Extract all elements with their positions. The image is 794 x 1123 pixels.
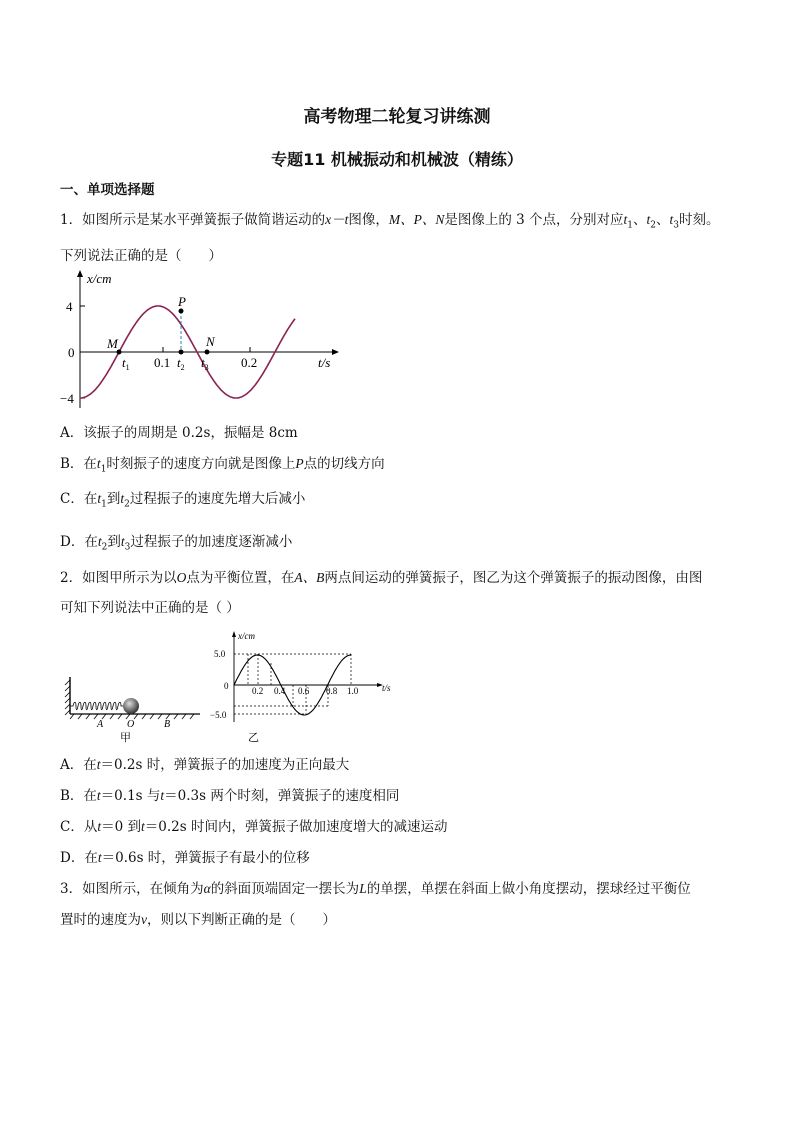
q2-figure-jia — [62, 672, 204, 744]
yi-xlabel: t/s — [382, 683, 391, 693]
q1-y-arrow — [77, 270, 83, 277]
jia-label-B: B — [164, 719, 171, 730]
yi-xtick-06: 0.6 — [298, 686, 310, 696]
q1-ylabel: x/cm — [87, 271, 112, 286]
yi-xtick-02: 0.2 — [252, 686, 264, 696]
q1-label-t3: $t_3$ — [201, 355, 209, 372]
q2-option-A: A．在t＝0.2s 时，弹簧振子的加速度为正向最大 — [60, 757, 350, 773]
q1-label-N: N — [206, 334, 215, 349]
q3-stem-line1: 3．如图所示，在倾角为α的斜面顶端固定一摆长为L的单摆，单摆在斜面上做小角度摆动，摆球经过平衡位 — [60, 881, 691, 897]
q1-option-B: B．在$t_1$时刻振子的速度方向就是图像上P点的切线方向 — [60, 456, 385, 475]
q1-stem-line1: 1．如图所示是某水平弹簧振子做简谐运动的x－t图像，M、P、N是图像上的 3 个点，分别对应$t_1$、$t_2$、$t_3$时刻。 — [60, 212, 720, 231]
q1-label-M: M — [107, 336, 118, 351]
q1-ytick-neg4: −4 — [60, 391, 74, 406]
yi-ytick-zero: 0 — [224, 681, 229, 691]
q2-figure-yi — [210, 630, 400, 745]
yi-xtick-08: 0.8 — [326, 686, 338, 696]
yi-xtick-04: 0.4 — [274, 686, 286, 696]
jia-wall-hatch — [65, 680, 70, 715]
section-heading: 一、单项选择题 — [60, 182, 155, 198]
q1-x-arrow — [332, 349, 339, 355]
jia-ball — [123, 698, 139, 714]
q1-option-D: D．在$t_2$到$t_3$过程振子的加速度逐渐减小 — [60, 534, 293, 553]
yi-y-arrow — [232, 631, 236, 637]
q2-stem-line1: 2．如图甲所示为以O点为平衡位置，在A、B两点间运动的弹簧振子，图乙为这个弹簧振子的振动图像，由图 — [60, 570, 703, 586]
q1-option-A: A．该振子的周期是 0.2s，振幅是 8cm — [60, 425, 298, 441]
q1-xtick-02: 0.2 — [241, 355, 258, 370]
yi-ytick-bottom: −5.0 — [210, 710, 227, 720]
q1-ytick-4: 4 — [66, 299, 73, 314]
page-title: 高考物理二轮复习讲练测 — [303, 107, 491, 127]
q1-label-P: P — [178, 294, 186, 309]
q1-point-N — [205, 350, 210, 355]
q2-option-D: D．在t＝0.6s 时，弹簧振子有最小的位移 — [60, 850, 310, 866]
q1-ytick-0: 0 — [68, 345, 75, 360]
yi-ylabel: x/cm — [238, 631, 255, 641]
q2-stem-line2: 可知下列说法中正确的是（ ） — [60, 600, 240, 616]
yi-caption: 乙 — [248, 732, 259, 744]
q2-option-B: B．在t＝0.1s 与t＝0.3s 两个时刻，弹簧振子的速度相同 — [60, 788, 400, 804]
q1-xt-graph — [60, 268, 350, 413]
q1-label-t1: $t_1$ — [122, 355, 130, 372]
q3-stem-line2: 置时的速度为v，则以下判断正确的是（ ） — [60, 912, 336, 928]
jia-label-A: A — [97, 719, 104, 730]
jia-spring — [70, 702, 124, 710]
page-subtitle: 专题11 机械振动和机械波（精练） — [271, 150, 523, 169]
q1-option-C: C．在$t_1$到$t_2$过程振子的速度先增大后减小 — [60, 491, 306, 510]
q1-xlabel: t/s — [318, 355, 331, 370]
q1-point-P — [179, 309, 184, 314]
jia-caption: 甲 — [120, 732, 131, 744]
q1-label-t2: $t_2$ — [177, 355, 185, 372]
q1-stem-line2: 下列说法正确的是（ ） — [60, 248, 222, 264]
yi-ytick-top: 5.0 — [214, 649, 226, 659]
yi-xtick-10: 1.0 — [347, 686, 359, 696]
q1-point-t2 — [179, 350, 184, 355]
jia-label-O: O — [127, 719, 135, 730]
q1-xtick-01: 0.1 — [154, 355, 171, 370]
yi-dashed-guides — [234, 654, 351, 714]
q2-option-C: C．从t＝0 到t＝0.2s 时间内，弹簧振子做加速度增大的减速运动 — [60, 819, 448, 835]
